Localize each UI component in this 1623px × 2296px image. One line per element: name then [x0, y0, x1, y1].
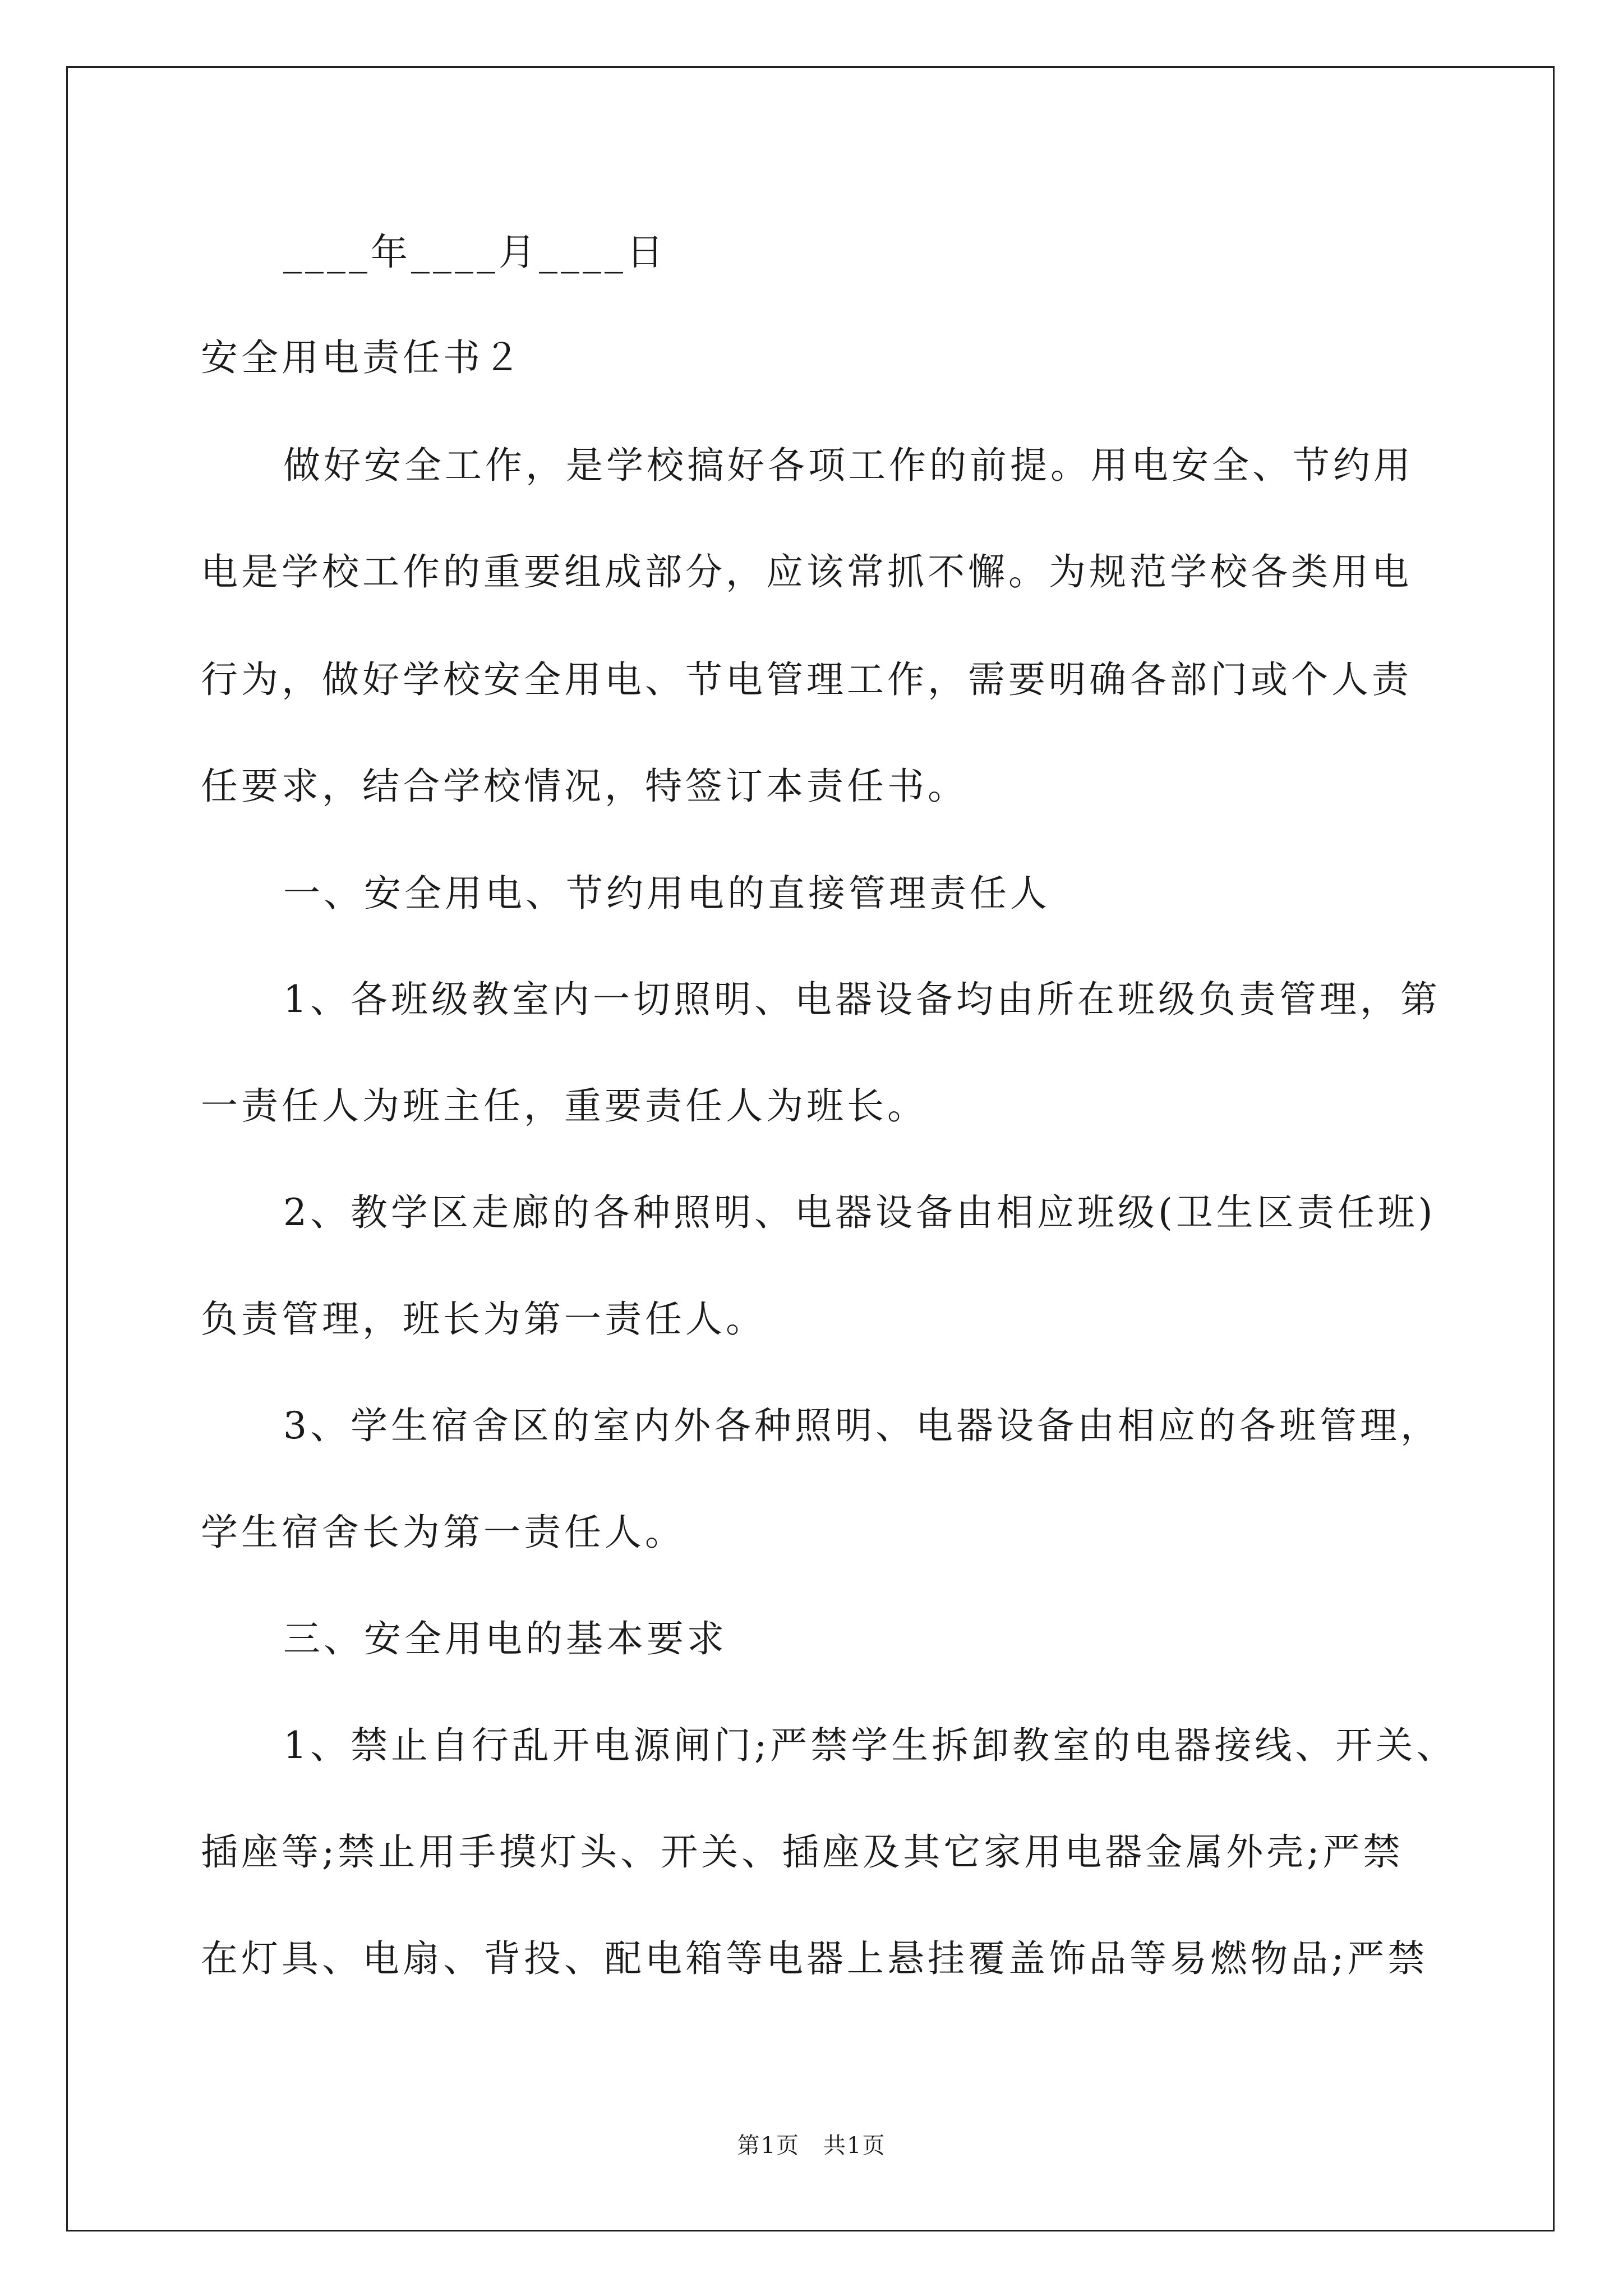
paragraph-line: 一责任人为班主任，重要责任人为班长。 [201, 1084, 928, 1128]
paragraph-line: 任要求，结合学校情况，特签订本责任书。 [201, 765, 968, 808]
paragraph-line: 行为，做好学校安全用电、节电管理工作，需要明确各部门或个人责 [201, 658, 1412, 701]
page-footer: 第1页 共1页 [737, 2133, 886, 2159]
document-title: 安全用电责任书２ [201, 336, 524, 379]
paragraph-line: 电是学校工作的重要组成部分，应该常抓不懈。为规范学校各类用电 [201, 550, 1412, 593]
paragraph-line: 2、教学区走廊的各种照明、电器设备由相应班级(卫生区责任班) [283, 1191, 1436, 1234]
paragraph-line: 做好安全工作，是学校搞好各项工作的前提。用电安全、节约用 [283, 444, 1414, 487]
paragraph-line: 在灯具、电扇、背投、配电箱等电器上悬挂覆盖饰品等易燃物品;严禁 [201, 1937, 1428, 1980]
paragraph-line: 负责管理，班长为第一责任人。 [201, 1297, 766, 1341]
paragraph-line: 1、各班级教室内一切照明、电器设备均由所在班级负责管理，第 [283, 978, 1441, 1021]
page-border [66, 66, 1555, 2231]
date-line: ____年____月____日 [283, 231, 667, 274]
paragraph-line: 学生宿舍长为第一责任人。 [201, 1511, 685, 1554]
paragraph-line: 3、学生宿舍区的室内外各种照明、电器设备由相应的各班管理， [283, 1404, 1441, 1447]
section-heading: 一、安全用电、节约用电的直接管理责任人 [283, 872, 1050, 915]
paragraph-line: 插座等;禁止用手摸灯头、开关、插座及其它家用电器金属外壳;严禁 [201, 1830, 1404, 1874]
paragraph-line: 1、禁止自行乱开电源闸门;严禁学生拆卸教室的电器接线、开关、 [283, 1724, 1457, 1767]
section-heading: 三、安全用电的基本要求 [283, 1617, 727, 1660]
